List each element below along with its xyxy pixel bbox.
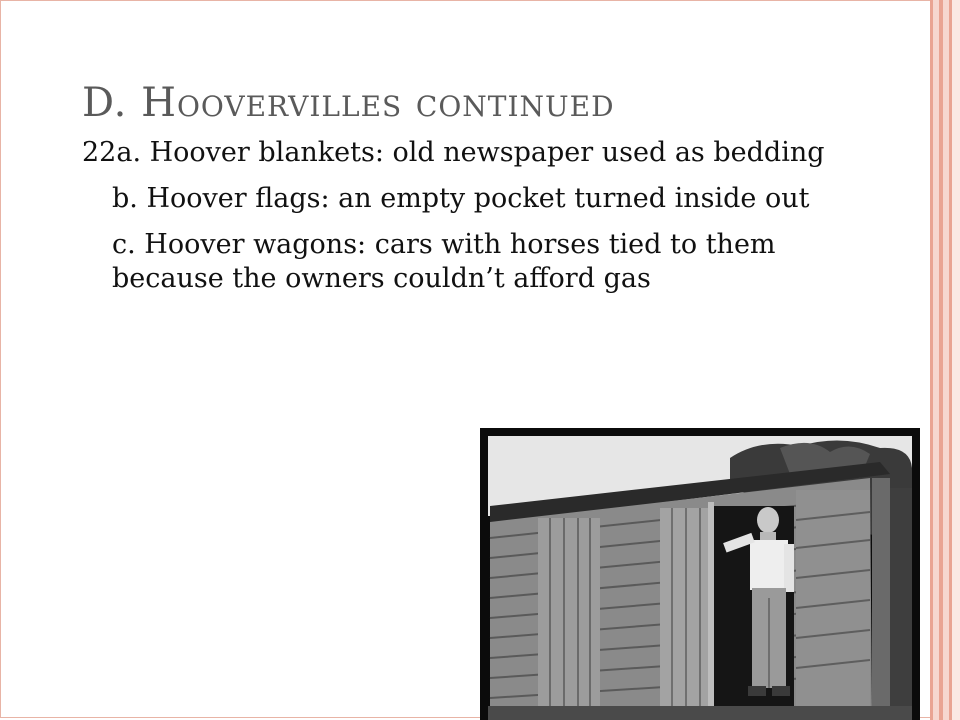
decorative-side-stripes [930,0,960,720]
slide-title: D. Hoovervilles continued [82,80,615,126]
bullet-hoover-flags: b. Hoover flags: an empty pocket turned inside out [112,183,810,214]
hooverville-shack-photo-icon [480,428,920,720]
bullet-hoover-wagons: c. Hoover wagons: cars with horses tied to them because the owners couldn’t afford gas [112,229,776,294]
bullet-hoover-blankets: 22a. Hoover blankets: old newspaper used as bedding [82,137,825,168]
slide-body [82,136,882,308]
shack-photo [480,428,920,720]
